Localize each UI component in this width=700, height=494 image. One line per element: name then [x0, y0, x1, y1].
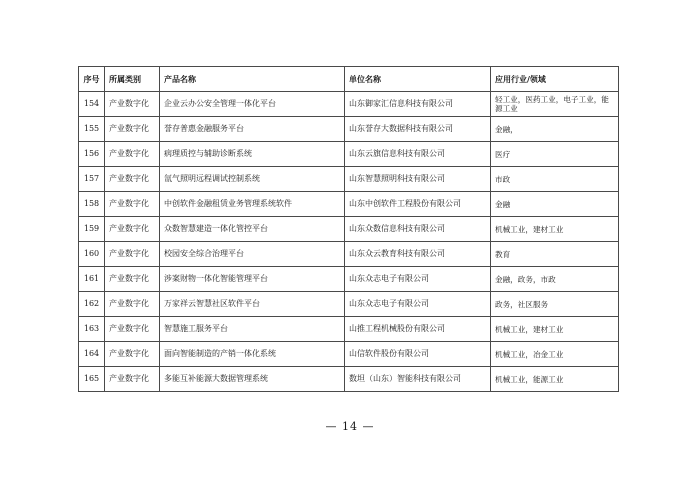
cell-product: 众数智慧建造一体化管控平台	[160, 217, 345, 242]
header-seq: 序号	[79, 67, 105, 92]
table-row	[79, 317, 619, 342]
cell-category: 产业数字化	[105, 167, 160, 192]
cell-industry: 金融	[491, 192, 619, 217]
cell-unit: 数坦（山东）智能科技有限公司	[345, 367, 491, 392]
cell-industry: 教育	[491, 242, 619, 267]
cell-seq: 165	[79, 367, 105, 392]
table-row	[79, 167, 619, 192]
cell-seq: 160	[79, 242, 105, 267]
cell-product: 多能互补能源大数据管理系统	[160, 367, 345, 392]
cell-product: 中创软件金融租赁业务管理系统软件	[160, 192, 345, 217]
cell-industry: 机械工业，冶金工业	[491, 342, 619, 367]
table-row	[79, 292, 619, 317]
table-row	[79, 267, 619, 292]
cell-category: 产业数字化	[105, 292, 160, 317]
cell-seq: 162	[79, 292, 105, 317]
cell-seq: 164	[79, 342, 105, 367]
table-header	[79, 67, 619, 92]
cell-unit: 山东誉存大数据科技有限公司	[345, 117, 491, 142]
cell-product: 涉案财物一体化智能管理平台	[160, 267, 345, 292]
cell-product: 企业云办公安全管理一体化平台	[160, 92, 345, 117]
header-product: 产品名称	[160, 67, 345, 92]
cell-product: 氙气照明远程调试控制系统	[160, 167, 345, 192]
cell-product: 万家祥云智慧社区软件平台	[160, 292, 345, 317]
cell-unit: 山东众云教育科技有限公司	[345, 242, 491, 267]
cell-industry: 机械工业，能源工业	[491, 367, 619, 392]
cell-seq: 159	[79, 217, 105, 242]
table-body	[79, 92, 619, 392]
cell-unit: 山信软件股份有限公司	[345, 342, 491, 367]
header-industry: 应用行业/领域	[491, 67, 619, 92]
cell-industry: 机械工业，建材工业	[491, 317, 619, 342]
cell-unit: 山东智慧照明科技有限公司	[345, 167, 491, 192]
cell-unit: 山东御家汇信息科技有限公司	[345, 92, 491, 117]
cell-product: 誉存普惠金融服务平台	[160, 117, 345, 142]
cell-category: 产业数字化	[105, 217, 160, 242]
cell-seq: 158	[79, 192, 105, 217]
cell-unit: 山东众志电子有限公司	[345, 267, 491, 292]
header-unit: 单位名称	[345, 67, 491, 92]
cell-seq: 154	[79, 92, 105, 117]
cell-industry: 医疗	[491, 142, 619, 167]
cell-product: 智慧施工服务平台	[160, 317, 345, 342]
cell-unit: 山东众志电子有限公司	[345, 292, 491, 317]
table-row	[79, 142, 619, 167]
table-row	[79, 342, 619, 367]
cell-unit: 山东众数信息科技有限公司	[345, 217, 491, 242]
cell-category: 产业数字化	[105, 142, 160, 167]
cell-category: 产业数字化	[105, 342, 160, 367]
cell-industry: 金融，政务，市政	[491, 267, 619, 292]
cell-product: 病理质控与辅助诊断系统	[160, 142, 345, 167]
table-row	[79, 92, 619, 117]
cell-category: 产业数字化	[105, 367, 160, 392]
table-row	[79, 367, 619, 392]
table-row	[79, 117, 619, 142]
cell-seq: 161	[79, 267, 105, 292]
cell-seq: 156	[79, 142, 105, 167]
cell-category: 产业数字化	[105, 117, 160, 142]
cell-seq: 157	[79, 167, 105, 192]
cell-industry: 市政	[491, 167, 619, 192]
cell-product: 面向智能制造的产销一体化系统	[160, 342, 345, 367]
cell-category: 产业数字化	[105, 242, 160, 267]
cell-unit: 山东云旗信息科技有限公司	[345, 142, 491, 167]
cell-industry: 轻工业，医药工业，电子工业，能源工业	[491, 92, 619, 117]
header-row	[79, 67, 619, 92]
page-number: — 14 —	[325, 420, 375, 433]
product-table	[78, 66, 619, 392]
cell-seq: 155	[79, 117, 105, 142]
cell-unit: 山东中创软件工程股份有限公司	[345, 192, 491, 217]
cell-industry: 机械工业，建材工业	[491, 217, 619, 242]
cell-category: 产业数字化	[105, 317, 160, 342]
cell-industry: 金融，	[491, 117, 619, 142]
cell-category: 产业数字化	[105, 92, 160, 117]
table-row	[79, 192, 619, 217]
cell-category: 产业数字化	[105, 192, 160, 217]
cell-unit: 山推工程机械股份有限公司	[345, 317, 491, 342]
table-row	[79, 217, 619, 242]
cell-industry: 政务，社区服务	[491, 292, 619, 317]
cell-product: 校园安全综合治理平台	[160, 242, 345, 267]
cell-seq: 163	[79, 317, 105, 342]
cell-category: 产业数字化	[105, 267, 160, 292]
table-row	[79, 242, 619, 267]
header-category: 所属类别	[105, 67, 160, 92]
